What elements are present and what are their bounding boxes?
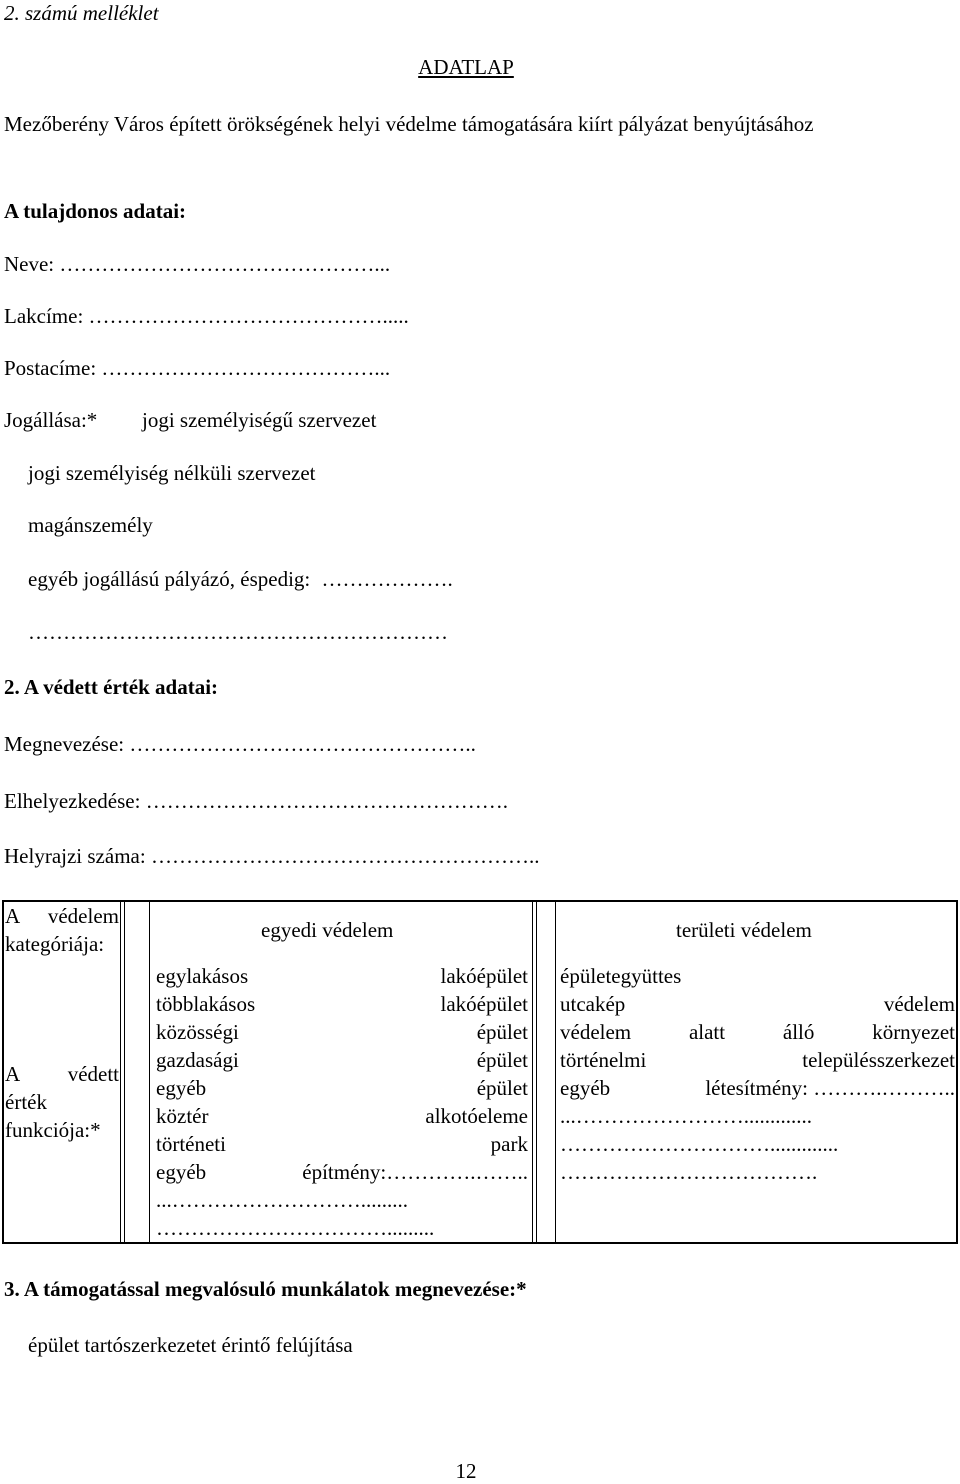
individual-item[interactable] <box>156 962 528 990</box>
individual-item-word: alkotóeleme <box>425 1104 528 1128</box>
area-item-word: létesítmény: ……….……….. <box>705 1076 955 1100</box>
individual-item[interactable] <box>156 1186 528 1214</box>
area-item-word: egyéb <box>560 1076 611 1100</box>
area-item-word: védelem <box>560 1020 632 1044</box>
individual-item-word: ...………………………......... <box>156 1188 408 1212</box>
owner-address-field[interactable]: ……………………………………..... <box>88 304 409 328</box>
table-divider <box>124 900 125 1244</box>
area-item[interactable] <box>560 1074 955 1102</box>
protected-lot-field[interactable]: ……………………………………………….. <box>150 844 540 868</box>
owner-name-field[interactable]: ………………………………………... <box>59 252 391 276</box>
individual-list <box>156 962 528 1242</box>
protected-location-row <box>4 788 508 814</box>
works-heading: 3. A támogatással megvalósuló munkálatok megnevezése:* <box>4 1277 527 1301</box>
function-label-line3: funkciója:* <box>5 1118 101 1142</box>
function-label-cell <box>5 1060 119 1144</box>
individual-item-word: épület <box>476 1048 528 1072</box>
protected-name-field[interactable]: ………………………………………….. <box>129 732 476 756</box>
individual-item-word: egyéb <box>156 1160 207 1184</box>
table-divider <box>532 900 533 1244</box>
area-item-word: álló <box>782 1020 815 1044</box>
individual-item-word: ……………………………......... <box>156 1216 435 1240</box>
table-divider <box>536 900 537 1244</box>
individual-item-word: lakóépület <box>440 964 528 988</box>
area-item-word: …………………………............. <box>560 1132 839 1156</box>
area-item-word: utcakép <box>560 992 626 1016</box>
individual-item-word: park <box>490 1132 528 1156</box>
area-item[interactable] <box>560 1130 955 1158</box>
owner-mail-row <box>4 355 390 381</box>
area-item-word: épületegyüttes <box>560 964 682 988</box>
individual-item[interactable] <box>156 1214 528 1242</box>
table-border-right <box>956 900 958 1244</box>
protected-location-field[interactable]: ……………………………………………. <box>145 789 508 813</box>
area-item[interactable] <box>560 1102 955 1130</box>
individual-item-word: történeti <box>156 1132 226 1156</box>
legal-option-4[interactable]: egyéb jogállású pályázó, éspedig: <box>28 567 311 591</box>
area-item-word: ………………………………. <box>560 1160 818 1184</box>
legal-other-field-line2[interactable]: …………………………………………………… <box>28 620 448 644</box>
legal-option-2[interactable]: jogi személyiség nélküli szervezet <box>28 461 316 485</box>
legal-option-1[interactable]: jogi személyiségű szervezet <box>142 408 377 432</box>
individual-item-word: épület <box>476 1020 528 1044</box>
owner-address-label: Lakcíme: <box>4 304 84 328</box>
individual-item[interactable] <box>156 1018 528 1046</box>
page-title: ADATLAP <box>418 55 514 79</box>
individual-item-word: épület <box>476 1076 528 1100</box>
category-label-line2: kategóriája: <box>5 932 105 956</box>
area-item-word: ...……………………............. <box>560 1104 812 1128</box>
individual-item[interactable] <box>156 1074 528 1102</box>
area-item-word: védelem <box>883 992 955 1016</box>
individual-item-word: köztér <box>156 1104 209 1128</box>
owner-mail-label: Postacíme: <box>4 356 97 380</box>
protected-name-row <box>4 731 476 757</box>
individual-item[interactable] <box>156 1046 528 1074</box>
area-header: területi védelem <box>676 918 812 942</box>
legal-option-4-row <box>28 566 453 592</box>
individual-item[interactable] <box>156 1102 528 1130</box>
protected-lot-row <box>4 843 539 869</box>
area-item[interactable] <box>560 990 955 1018</box>
page-number: 12 <box>455 1459 477 1483</box>
function-label-line2: érték <box>5 1090 47 1114</box>
owner-address-row <box>4 303 409 329</box>
legal-option-3[interactable]: magánszemély <box>28 513 153 537</box>
area-item[interactable] <box>560 1046 955 1074</box>
legal-other-field[interactable]: ………………. <box>321 567 453 591</box>
legal-status-label: Jogállása:* <box>4 408 98 432</box>
owner-heading: A tulajdonos adatai: <box>4 199 187 223</box>
individual-item-word: többlakásos <box>156 992 256 1016</box>
area-item-word: környezet <box>872 1020 955 1044</box>
protected-location-label: Elhelyezkedése: <box>4 789 141 813</box>
table-divider <box>120 900 121 1244</box>
annex-label: 2. számú melléklet <box>4 1 159 25</box>
category-label-line1: A védelem <box>5 904 119 928</box>
area-item-word: településszerkezet <box>802 1048 955 1072</box>
protected-name-label: Megnevezése: <box>4 732 125 756</box>
table-border-bottom <box>2 1242 958 1244</box>
table-border-left <box>2 900 4 1244</box>
individual-item[interactable] <box>156 990 528 1018</box>
individual-item-word: építmény:………….…….. <box>302 1160 528 1184</box>
protection-table <box>2 900 958 1244</box>
area-item[interactable] <box>560 1158 955 1186</box>
protected-heading: 2. A védett érték adatai: <box>4 675 219 699</box>
category-label-cell <box>5 902 119 958</box>
individual-item-word: gazdasági <box>156 1048 239 1072</box>
area-list <box>560 962 955 1186</box>
individual-item-word: egylakásos <box>156 964 249 988</box>
individual-item-word: lakóépület <box>440 992 528 1016</box>
table-divider <box>149 900 150 1244</box>
individual-item[interactable] <box>156 1158 528 1186</box>
area-item-word: történelmi <box>560 1048 647 1072</box>
table-border-top <box>2 900 958 902</box>
individual-item-word: közösségi <box>156 1020 239 1044</box>
individual-item-word: egyéb <box>156 1076 207 1100</box>
function-label-line1: A védett <box>5 1062 119 1086</box>
area-item-word: alatt <box>688 1020 726 1044</box>
table-divider <box>555 900 556 1244</box>
area-item[interactable] <box>560 962 955 990</box>
area-item[interactable] <box>560 1018 955 1046</box>
intro-text: Mezőberény Város épített örökségének helyi védelme támogatására kiírt pályázat benyújtásához <box>4 112 814 136</box>
works-item[interactable]: épület tartószerkezetet érintő felújítása <box>28 1333 353 1357</box>
individual-header: egyedi védelem <box>261 918 394 942</box>
owner-name-row <box>4 251 390 277</box>
owner-name-label: Neve: <box>4 252 55 276</box>
owner-mail-field[interactable]: …………………………………... <box>101 356 391 380</box>
protected-lot-label: Helyrajzi száma: <box>4 844 146 868</box>
individual-item[interactable] <box>156 1130 528 1158</box>
